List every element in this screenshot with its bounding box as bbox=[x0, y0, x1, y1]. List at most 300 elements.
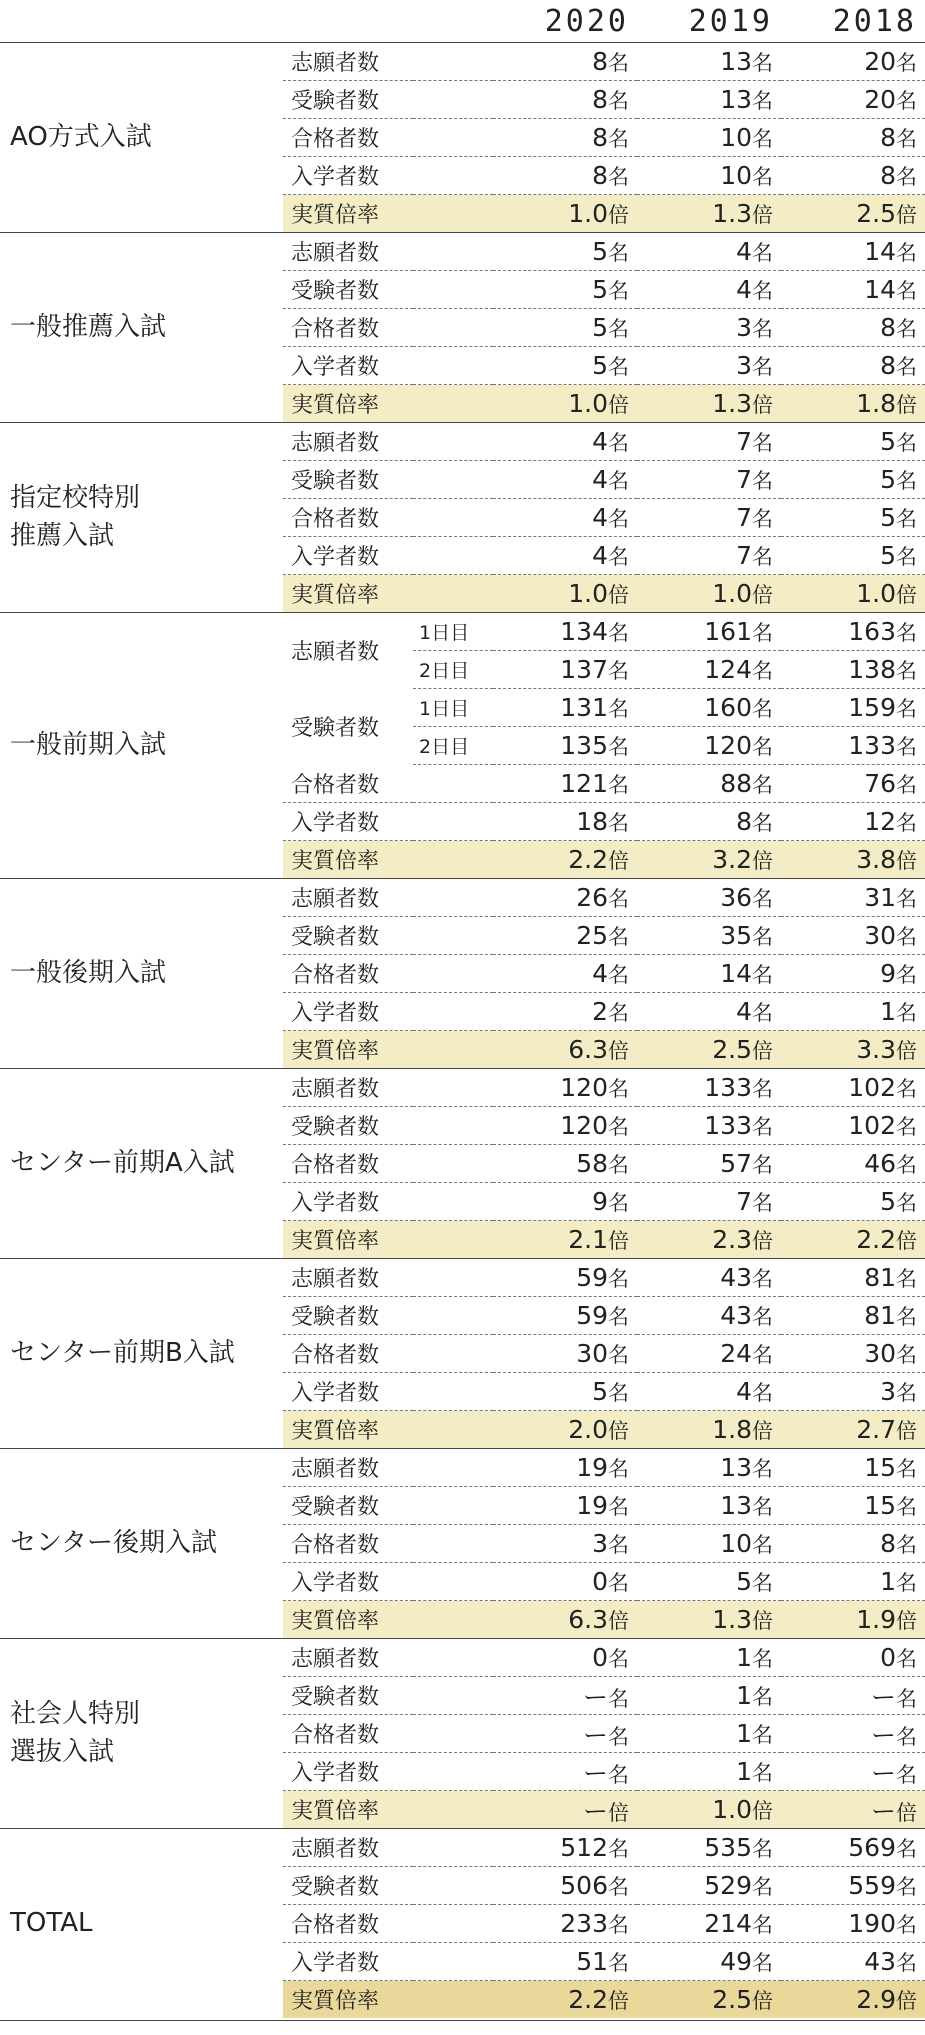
value-number: 4 bbox=[592, 426, 608, 456]
row-label: 実質倍率 bbox=[283, 841, 493, 879]
value-unit: 名 bbox=[608, 1494, 629, 1519]
row-label: 受験者数 bbox=[291, 716, 380, 741]
value-cell bbox=[493, 1677, 637, 1715]
value-cell bbox=[493, 1715, 637, 1753]
value-unit: 倍 bbox=[896, 1418, 917, 1443]
value-unit: 名 bbox=[608, 1380, 629, 1405]
value-cell bbox=[493, 271, 637, 309]
value-cell bbox=[637, 917, 781, 955]
value-cell bbox=[493, 385, 637, 423]
value-unit: 名 bbox=[896, 1304, 917, 1329]
value-unit: 名 bbox=[896, 924, 917, 949]
value-unit: 倍 bbox=[752, 202, 773, 227]
row-label: 志願者数 bbox=[283, 423, 493, 461]
category-label bbox=[0, 233, 283, 423]
value-number: 43 bbox=[720, 1262, 752, 1292]
value-number: 8 bbox=[592, 84, 608, 114]
value-number: 9 bbox=[592, 1186, 608, 1216]
year-header: 2020 bbox=[544, 3, 629, 39]
value-unit: 名 bbox=[752, 278, 773, 303]
value-number: 2.5 bbox=[712, 1034, 752, 1064]
day-label: 2日目 bbox=[413, 727, 493, 765]
value-cell bbox=[781, 1069, 925, 1107]
value-number: 8 bbox=[880, 312, 896, 342]
value-unit: 倍 bbox=[896, 202, 917, 227]
value-cell bbox=[493, 1487, 637, 1525]
value-number: 13 bbox=[720, 1452, 752, 1482]
value-number: 4 bbox=[592, 958, 608, 988]
value-cell bbox=[493, 1183, 637, 1221]
value-unit: 名 bbox=[896, 240, 917, 265]
value-cell bbox=[637, 385, 781, 423]
value-cell bbox=[781, 81, 925, 119]
value-number: 102 bbox=[848, 1072, 896, 1102]
value-cell bbox=[781, 803, 925, 841]
value-unit: 倍 bbox=[752, 1418, 773, 1443]
value-unit: 名 bbox=[896, 354, 917, 379]
value-unit: 名 bbox=[896, 1950, 917, 1975]
value-unit: 名 bbox=[752, 1076, 773, 1101]
value-cell bbox=[637, 81, 781, 119]
value-unit: 名 bbox=[608, 1266, 629, 1291]
value-unit: 倍 bbox=[608, 1800, 629, 1825]
value-cell bbox=[637, 1791, 781, 1829]
value-number: 3.8 bbox=[856, 844, 896, 874]
value-unit: 名 bbox=[608, 1304, 629, 1329]
value-number: 120 bbox=[560, 1072, 608, 1102]
value-unit: 名 bbox=[608, 1874, 629, 1899]
row-label: 入学者数 bbox=[283, 1183, 493, 1221]
value-unit: 名 bbox=[896, 1114, 917, 1139]
value-unit: 名 bbox=[896, 658, 917, 683]
value-number: 2.5 bbox=[712, 1984, 752, 2014]
value-unit: 名 bbox=[608, 658, 629, 683]
value-unit: 倍 bbox=[752, 1038, 773, 1063]
value-cell bbox=[637, 993, 781, 1031]
value-cell bbox=[637, 119, 781, 157]
value-unit: 倍 bbox=[608, 202, 629, 227]
table-row bbox=[0, 1069, 925, 1107]
value-cell bbox=[637, 1107, 781, 1145]
value-number: 102 bbox=[848, 1110, 896, 1140]
value-cell bbox=[637, 271, 781, 309]
value-number: 35 bbox=[720, 920, 752, 950]
value-unit: 名 bbox=[896, 734, 917, 759]
value-cell bbox=[781, 195, 925, 233]
value-unit: 名 bbox=[896, 696, 917, 721]
value-number: 2.2 bbox=[568, 844, 608, 874]
value-number: 1 bbox=[736, 1718, 752, 1748]
row-label: 受験者数 bbox=[283, 81, 493, 119]
value-cell bbox=[493, 651, 637, 689]
value-unit: 名 bbox=[896, 810, 917, 835]
value-cell bbox=[493, 917, 637, 955]
value-unit: 名 bbox=[608, 1724, 629, 1749]
day-label: 1日目 bbox=[413, 689, 493, 727]
value-unit: 名 bbox=[752, 1684, 773, 1709]
row-label: 実質倍率 bbox=[283, 1791, 493, 1829]
value-cell bbox=[493, 1905, 637, 1943]
value-cell bbox=[781, 1677, 925, 1715]
value-number: 7 bbox=[736, 1186, 752, 1216]
value-number: 7 bbox=[736, 502, 752, 532]
value-unit: 名 bbox=[608, 1762, 629, 1787]
value-number: 0 bbox=[592, 1566, 608, 1596]
value-cell bbox=[493, 1031, 637, 1069]
value-unit: 名 bbox=[608, 1000, 629, 1025]
value-number: 1.3 bbox=[712, 1604, 752, 1634]
value-number: 8 bbox=[736, 806, 752, 836]
value-cell bbox=[493, 43, 637, 81]
category-label-line: TOTAL bbox=[10, 1907, 93, 1938]
value-unit: 名 bbox=[608, 240, 629, 265]
value-number: 4 bbox=[592, 502, 608, 532]
value-cell bbox=[781, 841, 925, 879]
value-unit: 名 bbox=[896, 430, 917, 455]
value-cell bbox=[637, 309, 781, 347]
value-number: 13 bbox=[720, 84, 752, 114]
value-unit: 名 bbox=[896, 1686, 917, 1711]
value-unit: 倍 bbox=[896, 848, 917, 873]
value-number: 133 bbox=[704, 1110, 752, 1140]
value-unit: 倍 bbox=[608, 1038, 629, 1063]
value-cell bbox=[493, 461, 637, 499]
row-label: 受験者数 bbox=[283, 1297, 493, 1335]
value-unit: 名 bbox=[896, 1646, 917, 1671]
value-cell bbox=[781, 1221, 925, 1259]
value-number: 2.0 bbox=[568, 1414, 608, 1444]
value-number: 3 bbox=[592, 1528, 608, 1558]
value-cell bbox=[493, 575, 637, 613]
value-number: 5 bbox=[880, 1186, 896, 1216]
value-number: 6.3 bbox=[568, 1034, 608, 1064]
value-number: 529 bbox=[704, 1870, 752, 1900]
value-cell bbox=[493, 765, 637, 803]
value-cell bbox=[781, 499, 925, 537]
table-row bbox=[0, 233, 925, 271]
value-cell bbox=[781, 537, 925, 575]
value-cell bbox=[493, 1373, 637, 1411]
value-number: 1 bbox=[880, 1566, 896, 1596]
value-unit: 名 bbox=[752, 1342, 773, 1367]
value-cell bbox=[781, 1905, 925, 1943]
value-unit: 名 bbox=[896, 1724, 917, 1749]
row-label: 志願者数 bbox=[283, 1449, 493, 1487]
value-number: 14 bbox=[864, 274, 896, 304]
row-label: 入学者数 bbox=[283, 993, 493, 1031]
value-number: 57 bbox=[720, 1148, 752, 1178]
value-cell bbox=[493, 727, 637, 765]
value-cell bbox=[781, 423, 925, 461]
value-cell bbox=[637, 499, 781, 537]
value-unit: 名 bbox=[608, 1570, 629, 1595]
value-cell bbox=[637, 879, 781, 917]
value-unit: 名 bbox=[752, 1000, 773, 1025]
value-number: 81 bbox=[864, 1300, 896, 1330]
value-cell bbox=[637, 689, 781, 727]
value-unit: 名 bbox=[608, 962, 629, 987]
value-unit: 名 bbox=[896, 1152, 917, 1177]
value-cell bbox=[637, 1031, 781, 1069]
value-number: 1.0 bbox=[856, 578, 896, 608]
value-cell bbox=[493, 499, 637, 537]
value-unit: 倍 bbox=[896, 1608, 917, 1633]
value-unit: 倍 bbox=[896, 392, 917, 417]
value-unit: 名 bbox=[752, 1760, 773, 1785]
value-cell bbox=[781, 1487, 925, 1525]
value-number: 120 bbox=[704, 730, 752, 760]
value-number: 2.7 bbox=[856, 1414, 896, 1444]
value-cell bbox=[781, 727, 925, 765]
value-cell bbox=[781, 955, 925, 993]
category-label-line: 推薦入試 bbox=[10, 520, 115, 551]
table-row bbox=[0, 43, 925, 81]
value-number: 5 bbox=[736, 1566, 752, 1596]
value-cell bbox=[493, 1563, 637, 1601]
value-number: 138 bbox=[848, 654, 896, 684]
value-unit: 名 bbox=[896, 164, 917, 189]
value-cell bbox=[493, 1981, 637, 2019]
value-number: 163 bbox=[848, 616, 896, 646]
value-cell bbox=[781, 1981, 925, 2019]
value-unit: 名 bbox=[608, 620, 629, 645]
value-unit: 名 bbox=[608, 506, 629, 531]
value-cell bbox=[637, 1981, 781, 2019]
row-label: 合格者数 bbox=[283, 1145, 493, 1183]
row-label: 志願者数 bbox=[283, 879, 493, 917]
value-cell bbox=[781, 461, 925, 499]
value-unit: 名 bbox=[752, 962, 773, 987]
value-cell bbox=[637, 1601, 781, 1639]
value-cell bbox=[637, 1677, 781, 1715]
value-cell bbox=[781, 689, 925, 727]
value-cell bbox=[781, 765, 925, 803]
value-unit: 倍 bbox=[608, 1988, 629, 2013]
value-cell bbox=[781, 917, 925, 955]
value-unit: 名 bbox=[752, 50, 773, 75]
value-unit: 名 bbox=[608, 1532, 629, 1557]
value-unit: 名 bbox=[896, 1494, 917, 1519]
value-cell bbox=[637, 1715, 781, 1753]
value-number: 1.8 bbox=[712, 1414, 752, 1444]
row-label: 合格者数 bbox=[283, 1525, 493, 1563]
value-unit: 名 bbox=[896, 1836, 917, 1861]
value-cell bbox=[493, 1069, 637, 1107]
value-cell bbox=[781, 1335, 925, 1373]
value-unit: 倍 bbox=[752, 1608, 773, 1633]
value-unit: 名 bbox=[752, 810, 773, 835]
value-unit: 名 bbox=[752, 1266, 773, 1291]
value-number: 559 bbox=[848, 1870, 896, 1900]
table-row bbox=[0, 1259, 925, 1297]
value-cell bbox=[637, 613, 781, 651]
value-unit: 名 bbox=[752, 1380, 773, 1405]
value-unit: 名 bbox=[752, 1646, 773, 1671]
value-unit: 名 bbox=[896, 1380, 917, 1405]
value-cell bbox=[637, 347, 781, 385]
value-number: 26 bbox=[576, 882, 608, 912]
year-header: 2019 bbox=[688, 3, 773, 39]
value-cell bbox=[781, 385, 925, 423]
value-unit: 名 bbox=[896, 620, 917, 645]
value-unit: 倍 bbox=[752, 582, 773, 607]
value-unit: 名 bbox=[752, 886, 773, 911]
category-label bbox=[0, 879, 283, 1069]
value-number: 30 bbox=[864, 920, 896, 950]
value-unit: 名 bbox=[608, 430, 629, 455]
value-unit: 名 bbox=[608, 1646, 629, 1671]
value-number: ー bbox=[870, 1720, 896, 1750]
row-label: 受験者数 bbox=[283, 1487, 493, 1525]
value-cell bbox=[637, 1525, 781, 1563]
value-cell bbox=[493, 1525, 637, 1563]
value-unit: 名 bbox=[608, 1152, 629, 1177]
value-unit: 名 bbox=[608, 316, 629, 341]
value-number: 43 bbox=[720, 1300, 752, 1330]
value-number: 1.3 bbox=[712, 388, 752, 418]
value-unit: 名 bbox=[896, 886, 917, 911]
value-unit: 名 bbox=[608, 1342, 629, 1367]
value-number: 14 bbox=[720, 958, 752, 988]
row-label: 合格者数 bbox=[283, 955, 493, 993]
value-cell bbox=[637, 461, 781, 499]
row-label: 入学者数 bbox=[283, 1753, 493, 1791]
value-unit: 倍 bbox=[896, 582, 917, 607]
row-label: 合格者数 bbox=[283, 765, 493, 803]
value-number: 214 bbox=[704, 1908, 752, 1938]
value-cell bbox=[637, 1487, 781, 1525]
value-unit: 名 bbox=[896, 468, 917, 493]
value-unit: 名 bbox=[896, 50, 917, 75]
row-label: 実質倍率 bbox=[283, 1601, 493, 1639]
value-number: 133 bbox=[704, 1072, 752, 1102]
value-cell bbox=[781, 1373, 925, 1411]
value-unit: 名 bbox=[896, 506, 917, 531]
value-cell bbox=[781, 1791, 925, 1829]
row-label: 志願者数 bbox=[283, 1069, 493, 1107]
value-number: 5 bbox=[592, 236, 608, 266]
value-unit: 名 bbox=[896, 278, 917, 303]
value-unit: 名 bbox=[608, 544, 629, 569]
value-number: 25 bbox=[576, 920, 608, 950]
value-number: 10 bbox=[720, 160, 752, 190]
value-cell bbox=[781, 1601, 925, 1639]
value-number: 1.8 bbox=[856, 388, 896, 418]
value-number: 5 bbox=[880, 426, 896, 456]
value-unit: 名 bbox=[896, 1076, 917, 1101]
value-cell bbox=[781, 1867, 925, 1905]
value-number: 160 bbox=[704, 692, 752, 722]
value-cell bbox=[781, 1259, 925, 1297]
value-cell bbox=[637, 1221, 781, 1259]
value-number: 2.9 bbox=[856, 1984, 896, 2014]
value-unit: 倍 bbox=[752, 848, 773, 873]
value-number: 1.0 bbox=[568, 198, 608, 228]
value-cell bbox=[781, 1639, 925, 1677]
value-number: 59 bbox=[576, 1262, 608, 1292]
value-number: 5 bbox=[592, 1376, 608, 1406]
value-unit: 名 bbox=[896, 1456, 917, 1481]
value-number: 1 bbox=[736, 1642, 752, 1672]
value-number: 46 bbox=[864, 1148, 896, 1178]
value-cell bbox=[781, 271, 925, 309]
value-cell bbox=[781, 1031, 925, 1069]
value-unit: 倍 bbox=[896, 1038, 917, 1063]
value-cell bbox=[493, 537, 637, 575]
value-number: 1 bbox=[736, 1680, 752, 1710]
value-unit: 名 bbox=[896, 1532, 917, 1557]
row-label: 実質倍率 bbox=[283, 195, 493, 233]
value-cell bbox=[637, 1449, 781, 1487]
value-cell bbox=[781, 1145, 925, 1183]
value-number: 1.0 bbox=[712, 578, 752, 608]
value-cell bbox=[637, 841, 781, 879]
value-unit: 名 bbox=[752, 316, 773, 341]
row-label: 志願者数 bbox=[283, 1259, 493, 1297]
category-label-line: 一般前期入試 bbox=[10, 729, 167, 760]
value-number: 133 bbox=[848, 730, 896, 760]
value-number: 161 bbox=[704, 616, 752, 646]
value-cell bbox=[637, 1753, 781, 1791]
value-unit: 名 bbox=[752, 1874, 773, 1899]
value-number: ー bbox=[870, 1682, 896, 1712]
category-label bbox=[0, 43, 283, 233]
value-cell bbox=[637, 955, 781, 993]
value-unit: 名 bbox=[608, 886, 629, 911]
value-unit: 名 bbox=[608, 924, 629, 949]
value-unit: 名 bbox=[752, 240, 773, 265]
value-unit: 名 bbox=[896, 962, 917, 987]
value-unit: 倍 bbox=[608, 392, 629, 417]
value-unit: 名 bbox=[608, 1114, 629, 1139]
value-number: 134 bbox=[560, 616, 608, 646]
value-number: 8 bbox=[880, 350, 896, 380]
row-label: 合格者数 bbox=[283, 499, 493, 537]
value-unit: 名 bbox=[752, 544, 773, 569]
value-cell bbox=[637, 765, 781, 803]
row-label: 実質倍率 bbox=[283, 1221, 493, 1259]
value-unit: 名 bbox=[752, 772, 773, 797]
row-label: 入学者数 bbox=[283, 537, 493, 575]
row-label: 入学者数 bbox=[283, 1373, 493, 1411]
value-cell bbox=[637, 803, 781, 841]
value-cell bbox=[781, 1943, 925, 1981]
row-label: 志願者数 bbox=[283, 233, 493, 271]
value-cell bbox=[493, 1791, 637, 1829]
value-cell bbox=[637, 1297, 781, 1335]
value-unit: 名 bbox=[752, 468, 773, 493]
value-number: 1.0 bbox=[712, 1794, 752, 1824]
value-cell bbox=[781, 1183, 925, 1221]
value-cell bbox=[637, 1183, 781, 1221]
value-number: 1.0 bbox=[568, 388, 608, 418]
category-label-line: 指定校特別 bbox=[10, 482, 141, 513]
value-number: 5 bbox=[880, 464, 896, 494]
value-unit: 名 bbox=[608, 734, 629, 759]
value-unit: 名 bbox=[752, 1836, 773, 1861]
value-unit: 倍 bbox=[608, 848, 629, 873]
value-number: 1.9 bbox=[856, 1604, 896, 1634]
value-number: 1.3 bbox=[712, 198, 752, 228]
category-label bbox=[0, 1259, 283, 1449]
value-cell bbox=[637, 1867, 781, 1905]
row-label: 入学者数 bbox=[283, 1563, 493, 1601]
value-unit: 名 bbox=[752, 1304, 773, 1329]
value-unit: 倍 bbox=[896, 1988, 917, 2013]
value-number: 3.3 bbox=[856, 1034, 896, 1064]
value-unit: 名 bbox=[896, 772, 917, 797]
value-cell bbox=[493, 993, 637, 1031]
